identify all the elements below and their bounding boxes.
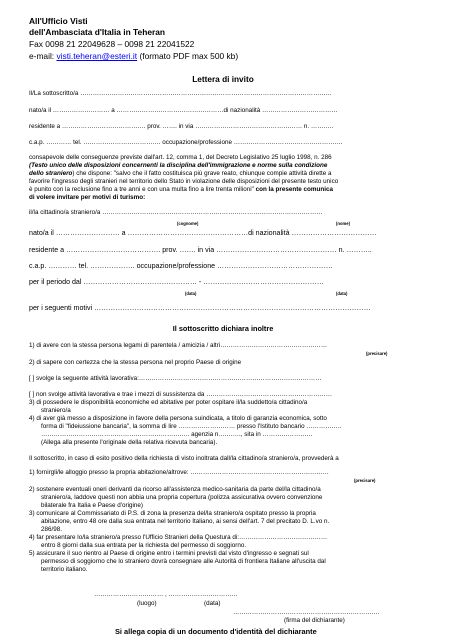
guest-birth-field[interactable]: nato/a il ……………………… a ……………………………………………di nazionalità ……………………………… [29, 229, 377, 237]
declaration-job-option[interactable]: [ ] svolge la seguente attività lavorativa:…………………………………………………………………………… [29, 375, 322, 382]
obligation-5b: permesso di soggiorno che lo straniero dovrà consegnare alle Autorità di frontiera Italiane all'uscita dal [41, 558, 326, 565]
section-title-dichiara: Il sottoscritto dichiara inoltre [172, 324, 274, 333]
declaration-nojob-option[interactable]: [ ] non svolge attività lavorativa e trae i mezzi di sussistenza da …………………………………………………… [29, 391, 333, 398]
obligation-intro: Il sottoscritto, in caso di esito positivo della richiesta di visto inoltrata dall/la cittadino/a straniero/a, provvederà a [29, 455, 339, 462]
obligation-2c: bilaterale fra Italia e Paese d'origine) [41, 502, 144, 509]
signature-caption: (firma del dichiarante) [284, 617, 345, 624]
declaration-3a: 3) di possedere le disponibilità economiche ed abitative per poter ospitare il/la suddetto/a cittadino/a [29, 399, 308, 406]
obligation-2a: 2) sostenere eventuali oneri derivanti da ricorso all'assistenza medico-sanitaria da parte del/la cittadino/a [29, 486, 321, 493]
header-email-line [29, 52, 238, 60]
declaration-4d: (Allega alla presente l'originale della relativa ricevuta bancaria). [41, 439, 218, 446]
footer-attachment-note: Si allega copia di un documento d'identità del dichiarante [115, 627, 317, 636]
nome-caption: (nome) [336, 221, 350, 226]
obligation-5a: 5) assicurare il suo rientro al Paese di origine entro i termini previsti dal visto d'ingresso e segnati sul [29, 550, 309, 557]
declaration-4a: 4) di aver già messo a disposizione in favore della persona suindicata, a titolo di garanzia economica, sotto [29, 415, 327, 422]
precisare-caption-2: (precisare) [354, 478, 376, 483]
email-link[interactable]: visti.teheran@esteri.it [56, 51, 138, 61]
obligation-3a: 3) comunicare al Commissariato di P.S. di zona la presenza del/la straniero/a ospitato presso la propria [29, 510, 316, 517]
data-caption: (data) [204, 600, 221, 607]
legal-text-1: consapevole delle conseguenze previste dall'art. 12, comma 1, del Decreto Legislativo 25 luglio 1998, n. 286 [29, 154, 332, 161]
header-office: All'Ufficio Visti [29, 16, 88, 26]
legal-text-2: (Testo unico delle disposizioni concernenti la disciplina dell'immigrazione e norme sulla condizione [29, 162, 328, 169]
declaration-4b[interactable]: forma di "fideiussione bancaria", la somma di lire ……………………… presso l'Istituto bancario …………….. [41, 423, 342, 430]
obligation-5c: territorio italiano. [41, 566, 88, 573]
signature-field[interactable]: ……………………………………………………………. [233, 609, 380, 616]
letter-title: Lettera di invito [192, 74, 254, 84]
place-date-field[interactable]: …………………………… , …………………………… [94, 591, 238, 598]
legal-text-5b: con la presente comunica [253, 186, 333, 193]
reasons-field[interactable]: per i seguenti motivi ……………………………………………………………………………………………………… [29, 304, 371, 312]
declaration-3b: straniero/a [41, 407, 71, 414]
obligation-2b: straniero/a, laddove questi non abbia una propria copertura (polizza assicurativa ovvero convenzione [41, 494, 323, 501]
guest-name-field[interactable]: il/la cittadino/a straniero/a …………………………………………………………………………………………… [29, 209, 323, 216]
legal-text-6: di volere invitare per motivi di turismo: [29, 194, 146, 201]
obligation-3b: abitazione, entro 48 ore dalla sua entrata nel territorio Italiano, ai sensi dell'art. 7 del precitato D. L.vo n. [41, 518, 330, 525]
obligation-3c: 286/98. [41, 526, 63, 533]
email-prefix: e-mail: [29, 51, 57, 61]
guest-contact-field[interactable]: c.a.p. ………… tel. ………………. occupazione/professione …………………………………………. [29, 262, 333, 270]
obligation-1[interactable]: 1) fornirgli/le alloggio presso la propria abitazione/altrove: ………………………………………………………… [29, 469, 329, 476]
declaration-2: 2) di sapere con certezza che la stessa persona nel proprio Paese di origine [29, 359, 242, 366]
declaration-4c[interactable]: …………………………………………………………….. agenzia n.………., sita in …………………… [41, 431, 313, 438]
period-field[interactable]: per il periodo dal ………………………………………… - …………………………………………… [29, 278, 324, 286]
cognome-caption: (cognome) [177, 221, 199, 226]
guest-address-field[interactable]: residente a …………………………………. prov. ……. in via …………………………………………… n. ……….. [29, 246, 372, 254]
email-suffix: (formato PDF max 500 kb) [137, 51, 239, 61]
header-fax: Fax 0098 21 22049628 – 0098 21 22041522 [29, 39, 195, 49]
legal-text-5a: è punito con la reclusione fino a tre anni e con una multa fino a lire trenta milioni" [29, 186, 254, 193]
applicant-contact-field[interactable]: c.a.p. ………… tel. ………………………………. occupazione/professione ……………………………………………. [29, 139, 343, 146]
legal-text-3: dello straniero) che dispone: "salvo che il fatto costituisca più grave reato, chiunque compie attività dirette a [29, 170, 332, 177]
period-from-caption: (data) [185, 291, 197, 296]
applicant-birth-field[interactable]: nato/a il ……………………… a ……………………………………………di nazionalità ……………………………… [29, 107, 338, 114]
declaration-1[interactable]: 1) di avere con la stessa persona legami di parentela / amicizia / altri…………………………………………… [29, 342, 328, 349]
luogo-caption: (luogo) [137, 600, 157, 607]
obligation-4a[interactable]: 4) far presentare lo/la straniero/a presso l'Ufficio Stranieri della Questura di:…………………………………… [29, 534, 328, 541]
legal-text-4: favorire l'ingresso degli stranieri nel territorio dello Stato in violazione delle disposizioni del presente testo unico [29, 178, 339, 185]
obligation-4b: entro 8 giorni dalla sua entrata per la richiesta del permesso di soggiorno. [41, 542, 247, 549]
applicant-name-field[interactable]: Il/La sottoscritto/a ………………………………………………………………………………………………………… [29, 90, 332, 97]
applicant-address-field[interactable]: residente a …………………………………. prov. ……. in via …………………………………………… n. ……….. [29, 123, 334, 130]
precisare-caption-1: (precisare) [366, 351, 388, 356]
legal-text-5 [29, 187, 333, 193]
header-embassy: dell'Ambasciata d'Italia in Teheran [29, 27, 166, 37]
period-to-caption: (data) [336, 291, 348, 296]
